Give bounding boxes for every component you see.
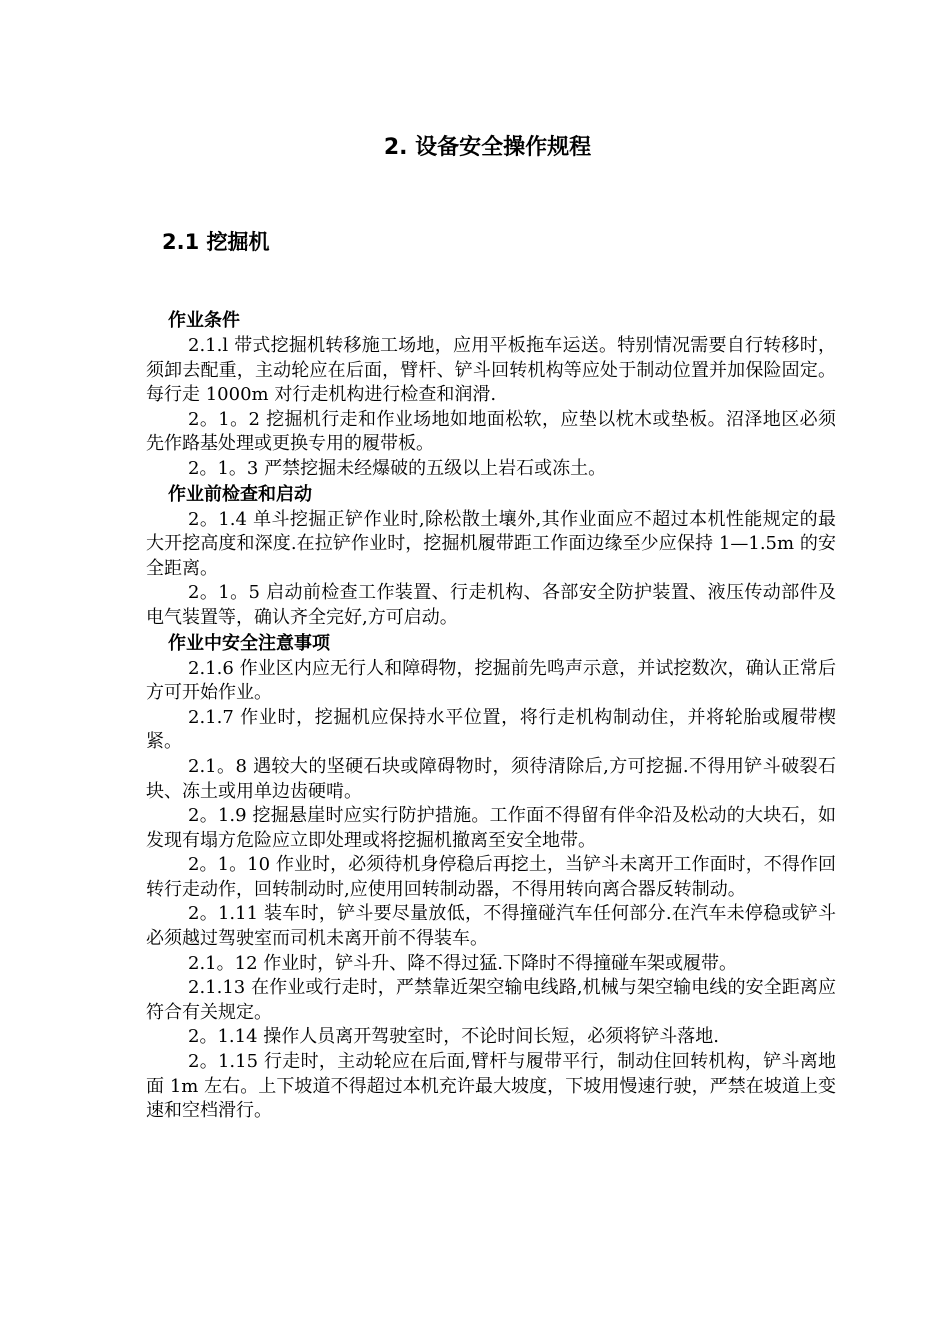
subheading-safety-notes: 作业中安全注意事项 (168, 632, 330, 654)
paragraph: 2。1。2 挖掘机行走和作业场地如地面松软，应垫以枕木或垫板。沼泽地区必须先作路基处理或更换专用的履带板。 (146, 408, 836, 455)
paragraph: 2.1。12 作业时，铲斗升、降不得过猛.下降时不得撞碰车架或履带。 (188, 952, 737, 974)
paragraph: 2。1.9 挖掘悬崖时应实行防护措施。工作面不得留有伴伞沿及松动的大块石，如发现有塌方危险应立即处理或将挖掘机撤离至安全地带。 (146, 805, 836, 851)
section-title: 2.1 挖掘机 (162, 230, 270, 254)
paragraph: 2.1。8 遇较大的坚硬石块或障碍物时，须待清除后,方可挖掘.不得用铲斗破裂石块、冻土或用单边齿硬啃。 (146, 755, 836, 802)
paragraph: 2。1.4 单斗挖掘正铲作业时,除松散土壤外,其作业面应不超过本机性能规定的最大开挖高度和深度.在拉铲作业时，挖掘机履带距工作面边缘至少应保持 1—1.5m 的安全距离。 (146, 508, 836, 579)
subheading-pre-work-check: 作业前检查和启动 (168, 483, 312, 505)
paragraph: 2.1.6 作业区内应无行人和障碍物，挖掘前先鸣声示意，并试挖数次，确认正常后方可开始作业。 (146, 657, 836, 704)
paragraph: 2。1。5 启动前检查工作装置、行走机构、各部安全防护装置、液压传动部件及电气装置等，确认齐全完好,方可启动。 (146, 582, 836, 628)
paragraph: 2.1.l 带式挖掘机转移施工场地，应用平板拖车运送。特别情况需要自行转移时，须卸去配重，主动轮应在后面，臂杆、铲斗回转机构等应处于制动位置并加保险固定。每行走 1000m 对行走机构进行检查和润滑. (146, 335, 836, 406)
subheading-work-conditions: 作业条件 (168, 310, 240, 331)
document-title: 2. 设备安全操作规程 (383, 135, 592, 160)
paragraph: 2。1。3 严禁挖掘未经爆破的五级以上岩石或冻土。 (188, 457, 607, 479)
paragraph: 2。1.14 操作人员离开驾驶室时，不论时间长短，必须将铲斗落地. (188, 1026, 719, 1048)
paragraph: 2。1。10 作业时，必须待机身停稳后再挖土，当铲斗未离开工作面时，不得作回转行走动作，回转制动时,应使用回转制动器，不得用转向离合器反转制动。 (146, 854, 836, 900)
document-body (146, 308, 836, 1124)
paragraph: 2。1.11 装车时，铲斗要尽量放低，不得撞碰汽车任何部分.在汽车未停稳或铲斗必须越过驾驶室而司机未离开前不得装车。 (146, 903, 836, 950)
paragraph: 2.1.13 在作业或行走时，严禁靠近架空输电线路,机械与架空输电线的安全距离应符合有关规定。 (146, 977, 836, 1023)
paragraph: 2.1.7 作业时，挖掘机应保持水平位置，将行走机构制动住，并将轮胎或履带楔紧。 (146, 706, 836, 753)
paragraph: 2。1.15 行走时，主动轮应在后面,臂杆与履带平行，制动住回转机构，铲斗离地面 1m 左右。上下坡道不得超过本机充许最大坡度，下坡用慢速行驶，严禁在坡道上变速和空档滑行。 (146, 1051, 836, 1122)
